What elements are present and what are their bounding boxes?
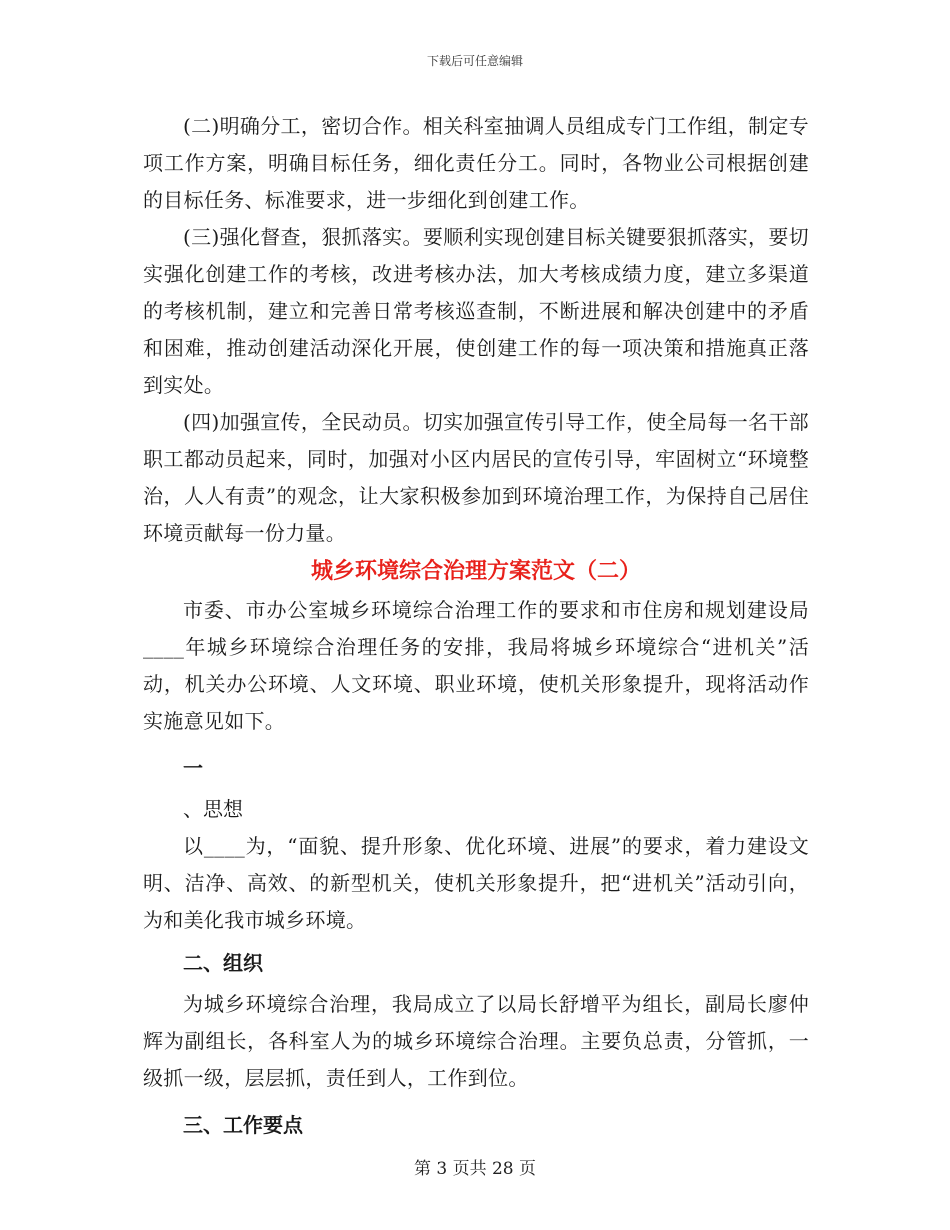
paragraph-publicity: (四)加强宣传，全民动员。切实加强宣传引导工作，使全局每一名干部职工都动员起来，同时，加强对小区内居民的宣传引导，牢固树立“环境整治，人人有责”的观念，让大家积极参加到环境治理工作，为保持自己居住环境贡献每一份力量。: [143, 410, 809, 545]
page-footer: 第 3 页共 28 页: [413, 1159, 537, 1179]
section-1-body: 以____为，“面貌、提升形象、优化环境、进展”的要求，着力建设文明、洁净、高效、的新型机关，使机关形象提升，把“进机关”活动引向，为和美化我市城乡环境。: [143, 834, 809, 932]
paragraph-supervision: (三)强化督查，狠抓落实。要顺利实现创建目标关键要狠抓落实，要切实强化创建工作的考核，改进考核办法，加大考核成绩力度，建立多渠道的考核机制，建立和完善日常考核巡查制，不断进展和解决创建中的矛盾和困难，推动创建活动深化开展，使创建工作的每一项决策和措施真正落到实处。: [143, 225, 809, 397]
section-1-heading: 、思想: [183, 797, 243, 821]
document-title: 城乡环境综合治理方案范文（二）: [310, 559, 641, 584]
paragraph-division-of-labor: (二)明确分工，密切合作。相关科室抽调人员组成专门工作组，制定专项工作方案，明确目标任务，细化责任分工。同时，各物业公司根据创建的目标任务、标准要求，进一步细化到创建工作。: [143, 114, 809, 212]
header-note: 下载后可任意编辑: [426, 54, 523, 68]
document-body: [143, 108, 809, 1148]
section-2-heading: 二、组织: [183, 951, 263, 975]
section-1-number: 一: [183, 756, 203, 780]
section-2-body: 为城乡环境综合治理，我局成立了以局长舒增平为组长，副局长廖仲辉为副组长，各科室人为的城乡环境综合治理。主要负总责，分管抓，一级抓一级，层层抓，责任到人，工作到位。: [143, 992, 809, 1090]
section-3-heading: 三、工作要点: [183, 1113, 303, 1137]
paragraph-intro: 市委、市办公室城乡环境综合治理工作的要求和市住房和规划建设局____年城乡环境综合治理任务的安排，我局将城乡环境综合“进机关”活动，机关办公环境、人文环境、职业环境，使机关形象提升，现将活动作实施意见如下。: [143, 598, 809, 733]
